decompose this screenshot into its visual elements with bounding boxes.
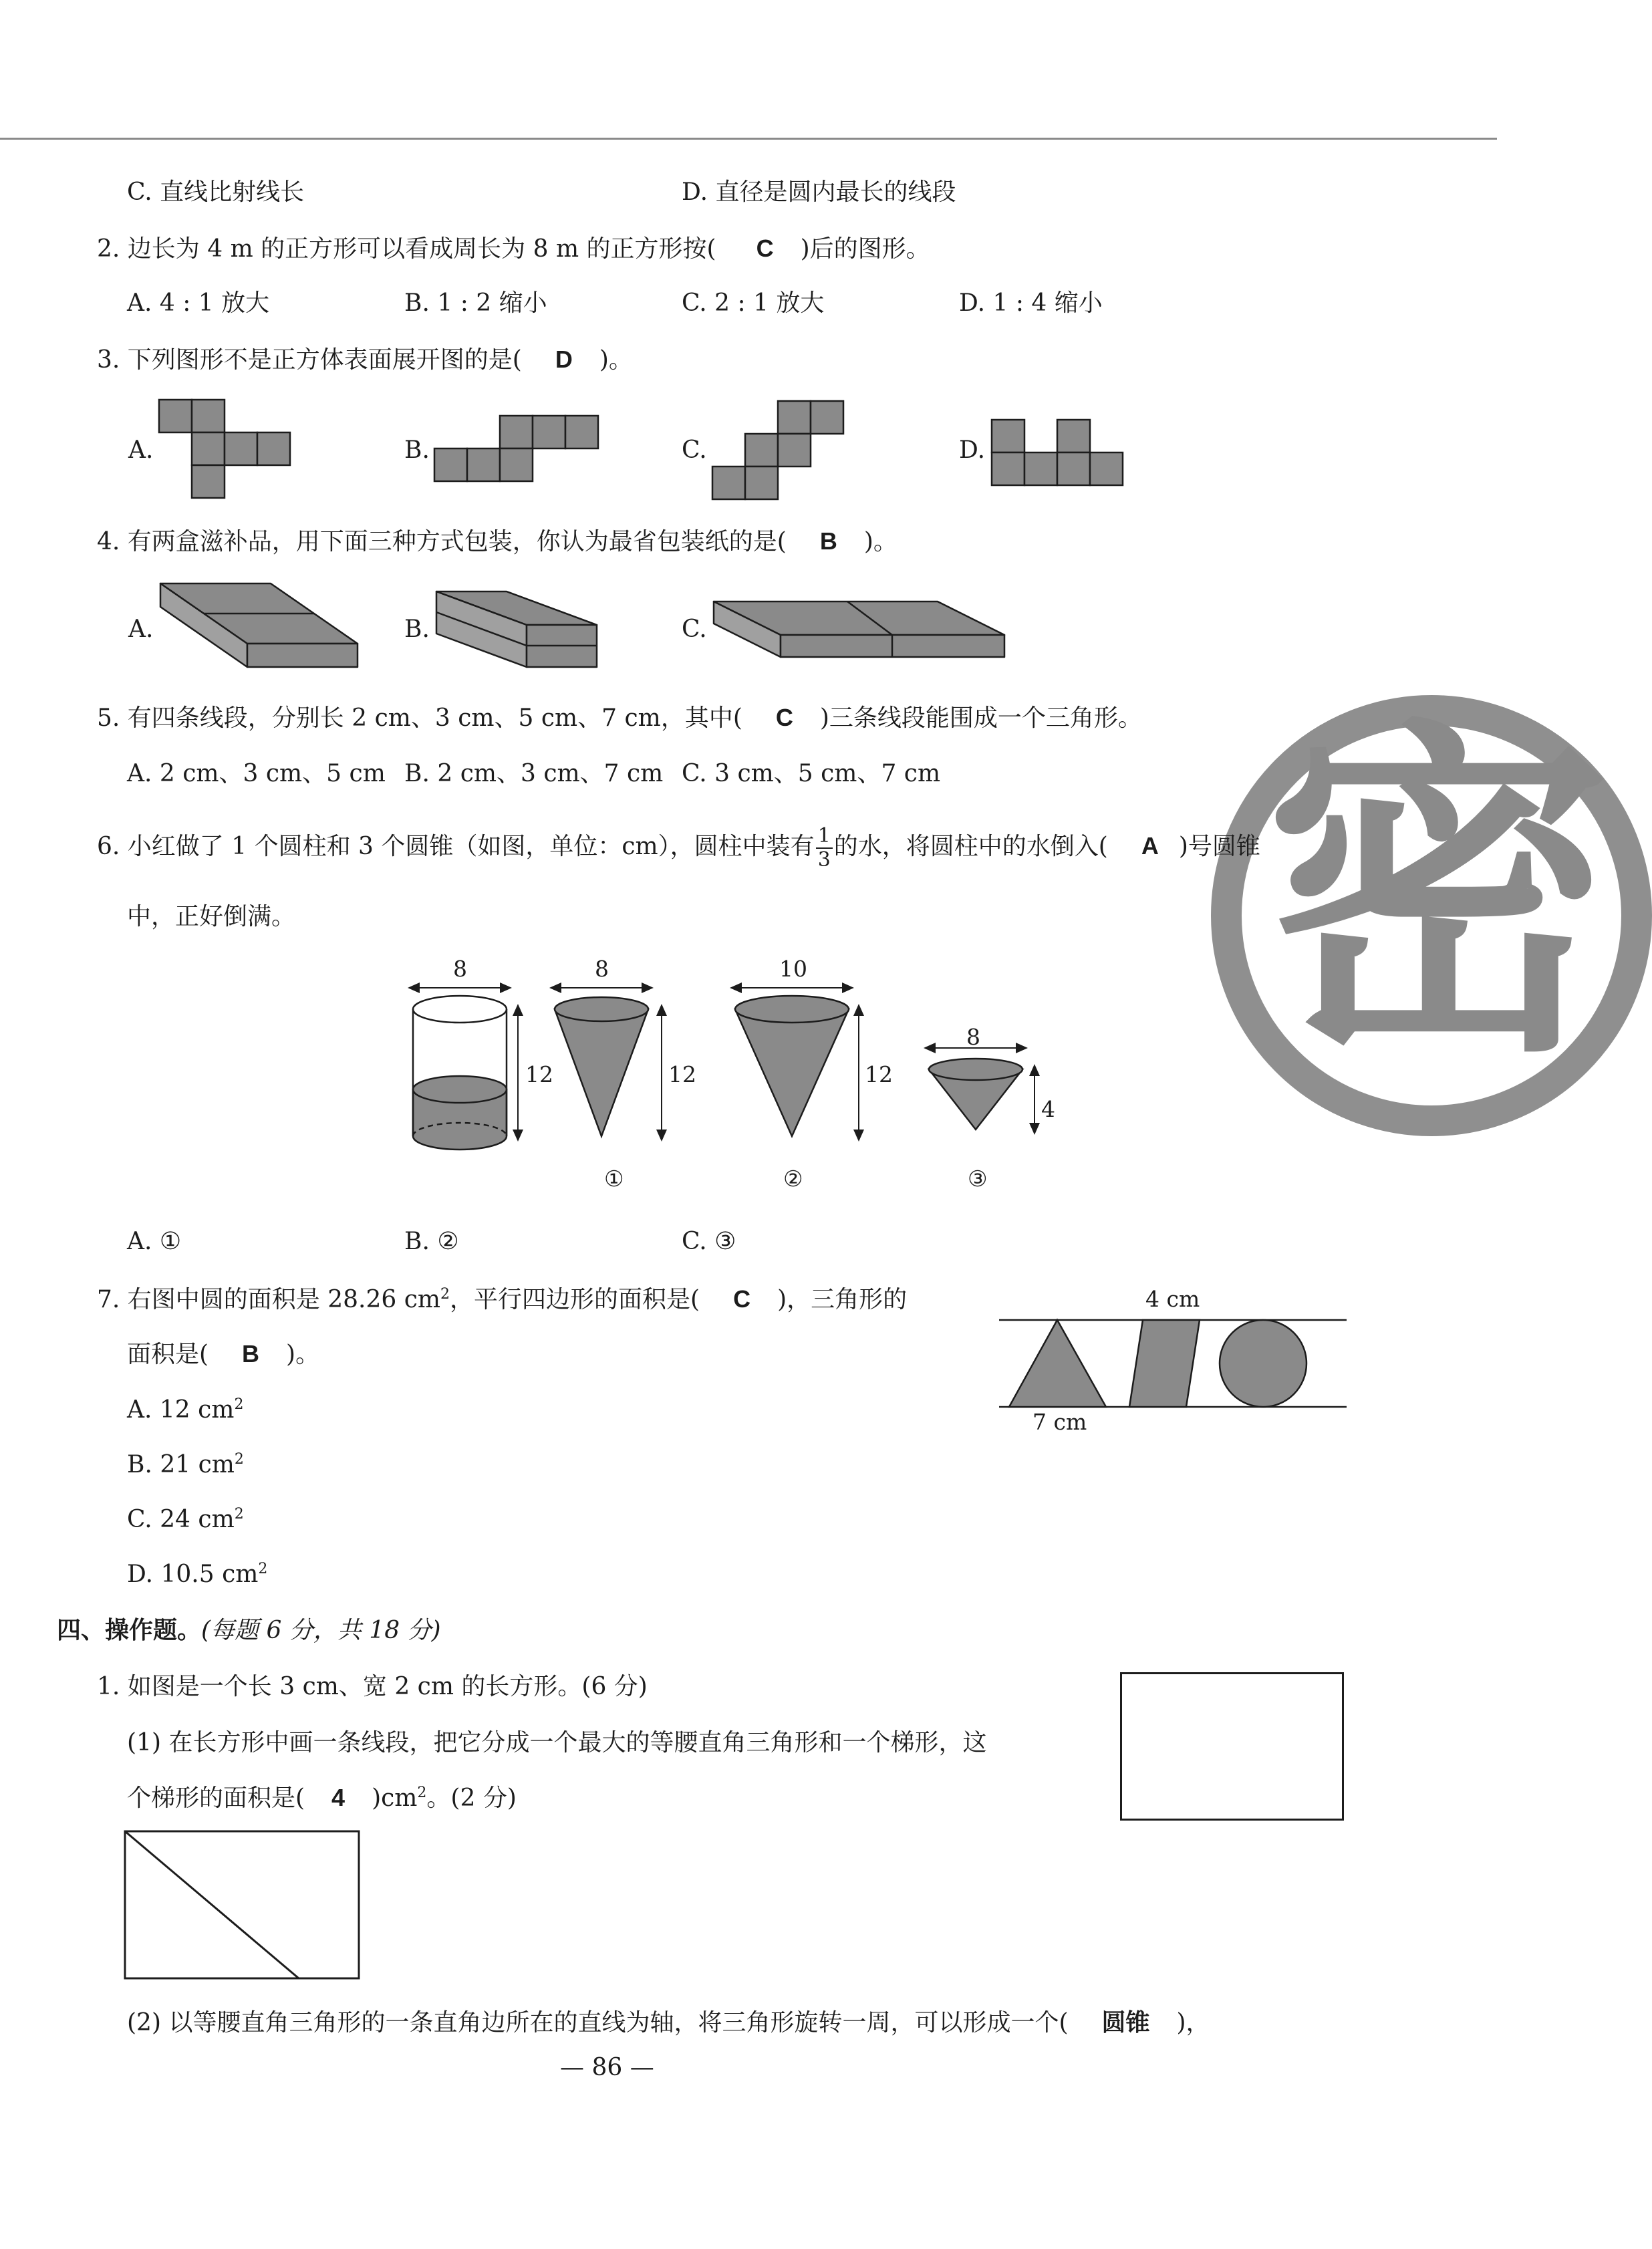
q1-option-d: D. 直径是圆内最长的线段 bbox=[682, 178, 956, 206]
q3-label-a: A. bbox=[128, 436, 154, 464]
sec4-q1-part1-text: 个梯形的面积是( bbox=[127, 1784, 305, 1812]
cone-2-diameter-label: 10 bbox=[779, 956, 807, 982]
sec4-q1-part2-text: (2) 以等腰直角三角形的一条直角边所在的直线为轴，将三角形旋转一周，可以形成一个( bbox=[127, 2009, 1069, 2036]
q7-line2-tail: )。 bbox=[286, 1341, 320, 1368]
q5-answer: C bbox=[775, 704, 793, 731]
q3-net-d bbox=[992, 420, 1125, 489]
sec4-q1-part1-line2 bbox=[127, 1783, 517, 1813]
cone-2-mark: ② bbox=[783, 1166, 803, 1192]
cone-1-height-label: 12 bbox=[668, 1061, 696, 1087]
q7-line2-text: 面积是( bbox=[127, 1341, 209, 1368]
q7-option-a-sup: 2 bbox=[234, 1396, 244, 1413]
q5-option-a: A. 2 cm、3 cm、5 cm bbox=[127, 760, 386, 787]
q7-answer-1: C bbox=[733, 1285, 751, 1313]
cone-2-height-label: 12 bbox=[865, 1061, 893, 1087]
q7-option-c bbox=[127, 1505, 244, 1534]
sec4-q1-part1-answer: 4 bbox=[331, 1784, 346, 1811]
q6-figure bbox=[401, 956, 1109, 1210]
q4-question bbox=[97, 527, 898, 556]
q2-option-d: D. 1 : 4 缩小 bbox=[959, 289, 1103, 317]
q7-question-line2 bbox=[127, 1339, 319, 1369]
q5-question bbox=[97, 703, 1142, 733]
q3-answer: D bbox=[555, 346, 573, 373]
q4-answer: B bbox=[819, 527, 837, 555]
q3-question bbox=[97, 345, 633, 374]
cylinder-diameter-label: 8 bbox=[453, 956, 467, 982]
q3-net-a bbox=[159, 400, 293, 500]
q2-answer: C bbox=[756, 235, 774, 262]
sec4-q1-blank-rectangle bbox=[1120, 1672, 1344, 1821]
q6-fraction-den: 3 bbox=[817, 848, 831, 872]
q7-figure-bottom-label: 7 cm bbox=[1032, 1409, 1087, 1435]
q6-question-mid: 的水，将圆柱中的水倒入( bbox=[833, 833, 1108, 860]
sec4-q1-part1-score: 。(2 分) bbox=[426, 1784, 517, 1812]
q7-question-sup: 2 bbox=[440, 1286, 450, 1303]
sec4-q1-part1-unit: )cm bbox=[372, 1784, 418, 1812]
stamp-glyph: 密 bbox=[1264, 693, 1612, 1098]
sec4-q1-part2 bbox=[127, 2008, 1210, 2037]
sec4-q1-part1-sup: 2 bbox=[417, 1784, 427, 1801]
q5-question-tail: )三条线段能围成一个三角形。 bbox=[819, 704, 1142, 732]
q2-option-a: A. 4 : 1 放大 bbox=[127, 289, 270, 317]
cone-3-height-label: 4 bbox=[1041, 1096, 1055, 1122]
q6-option-b: B. ② bbox=[404, 1228, 459, 1255]
cone-1-diameter-label: 8 bbox=[595, 956, 609, 982]
header-rule bbox=[0, 138, 1497, 140]
q7-option-c-sup: 2 bbox=[234, 1506, 244, 1523]
q1-option-c: C. 直线比射线长 bbox=[127, 178, 305, 206]
q7-circle bbox=[1220, 1320, 1306, 1407]
q3-net-c bbox=[712, 401, 846, 501]
q4-box-b bbox=[433, 588, 600, 672]
q4-label-c: C. bbox=[682, 616, 707, 643]
q7-option-b bbox=[127, 1450, 244, 1479]
q5-question-text: 5. 有四条线段，分别长 2 cm、3 cm、5 cm、7 cm，其中( bbox=[97, 704, 742, 732]
q6-option-c: C. ③ bbox=[682, 1228, 736, 1255]
q7-option-d-sup: 2 bbox=[258, 1561, 268, 1577]
cone-1-mark: ① bbox=[604, 1166, 624, 1192]
q5-option-c: C. 3 cm、5 cm、7 cm bbox=[682, 760, 941, 787]
q7-question-text: 7. 右图中圆的面积是 28.26 cm bbox=[97, 1286, 441, 1313]
q3-label-c: C. bbox=[682, 436, 707, 464]
q3-question-tail: )。 bbox=[599, 346, 633, 374]
q6-option-a: A. ① bbox=[127, 1228, 182, 1255]
q7-parallelogram bbox=[1129, 1320, 1200, 1407]
q6-answer: A bbox=[1141, 832, 1159, 859]
cone-2 bbox=[735, 996, 849, 1136]
q4-question-tail: )。 bbox=[863, 528, 898, 555]
q7-option-b-text: B. 21 cm bbox=[127, 1451, 235, 1478]
q4-box-a bbox=[157, 580, 364, 674]
q7-question-mid: ，平行四边形的面积是( bbox=[450, 1286, 700, 1313]
cylinder bbox=[413, 996, 507, 1150]
sec4-q1-part1-line1: (1) 在长方形中画一条线段，把它分成一个最大的等腰直角三角形和一个梯形，这 bbox=[127, 1729, 987, 1756]
q7-question-tail: )，三角形的 bbox=[777, 1286, 908, 1313]
q4-box-c bbox=[710, 598, 1011, 662]
q6-fraction-num: 1 bbox=[816, 826, 833, 849]
q3-label-d: D. bbox=[959, 436, 986, 464]
section-4-note: (每题 6 分，共 18 分) bbox=[201, 1617, 441, 1644]
q7-option-b-sup: 2 bbox=[234, 1451, 244, 1468]
cone-3 bbox=[929, 1059, 1022, 1130]
stamp-watermark bbox=[1211, 693, 1612, 1150]
cone-3-diameter-label: 8 bbox=[966, 1024, 980, 1050]
sec4-q1-answer-rectangle bbox=[124, 1830, 364, 1984]
q6-fraction bbox=[816, 826, 833, 870]
sec4-q1-part2-tail: )， bbox=[1176, 2009, 1210, 2036]
page-number: — 86 — bbox=[560, 2054, 654, 2081]
q2-option-c: C. 2 : 1 放大 bbox=[682, 289, 825, 317]
q2-question-tail: )后的图形。 bbox=[800, 235, 930, 263]
q4-label-b: B. bbox=[404, 616, 430, 643]
sec4-q1-part2-answer: 圆锥 bbox=[1101, 2008, 1150, 2036]
q7-option-a bbox=[127, 1396, 243, 1424]
q6-question-text: 6. 小红做了 1 个圆柱和 3 个圆锥（如图，单位：cm），圆柱中装有 bbox=[97, 833, 815, 860]
q7-triangle bbox=[1009, 1320, 1106, 1407]
q7-option-d-text: D. 10.5 cm bbox=[127, 1561, 259, 1588]
q3-label-b: B. bbox=[404, 436, 430, 464]
q3-net-b bbox=[434, 416, 601, 485]
sec4-q1: 1. 如图是一个长 3 cm、宽 2 cm 的长方形。(6 分) bbox=[97, 1673, 648, 1700]
q7-option-c-text: C. 24 cm bbox=[127, 1506, 235, 1533]
q2-option-b: B. 1 : 2 缩小 bbox=[404, 289, 547, 317]
q6-question bbox=[97, 826, 1260, 870]
section-4-title: 四、操作题。 bbox=[57, 1617, 202, 1644]
q7-option-d bbox=[127, 1560, 267, 1589]
q7-answer-2: B bbox=[242, 1340, 260, 1367]
cone-1 bbox=[555, 997, 648, 1136]
q3-question-text: 3. 下列图形不是正方体表面展开图的是( bbox=[97, 346, 522, 374]
q7-figure-top-label: 4 cm bbox=[1145, 1286, 1200, 1312]
q6-question-line2: 中，正好倒满。 bbox=[127, 903, 296, 930]
q7-option-a-text: A. 12 cm bbox=[127, 1396, 235, 1424]
q2-question bbox=[97, 234, 930, 263]
cylinder-height-label: 12 bbox=[525, 1061, 553, 1087]
q7-question bbox=[97, 1285, 907, 1314]
section-4-heading bbox=[57, 1616, 441, 1645]
q2-question-text: 2. 边长为 4 m 的正方形可以看成周长为 8 m 的正方形按( bbox=[97, 235, 716, 263]
cone-3-mark: ③ bbox=[968, 1166, 988, 1192]
q4-label-a: A. bbox=[128, 616, 154, 643]
q6-question-tail: )号圆锥 bbox=[1178, 833, 1260, 860]
q7-figure bbox=[996, 1310, 1357, 1417]
q5-option-b: B. 2 cm、3 cm、7 cm bbox=[404, 760, 664, 787]
q4-question-text: 4. 有两盒滋补品，用下面三种方式包装，你认为最省包装纸的是( bbox=[97, 528, 787, 555]
